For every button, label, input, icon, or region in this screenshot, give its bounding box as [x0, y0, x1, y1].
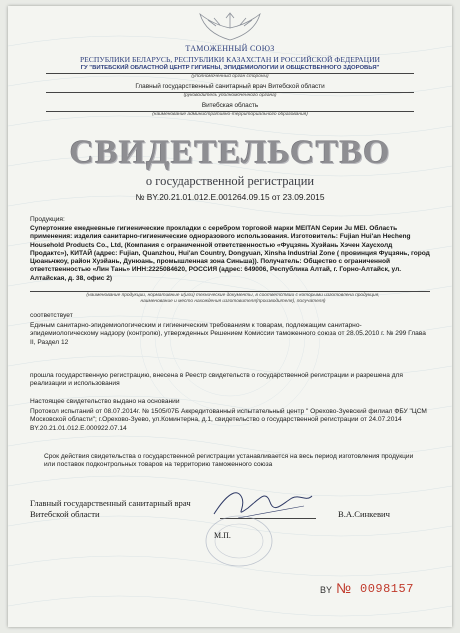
emblem-icon — [196, 10, 264, 44]
compliance-text: Единым санитарно-эпидемиологическим и гигиеническим требованиям к товарам, подлежащим санитарно-эпидемиологическому надзору (контролю), утвержденных Решением Комиссии таможенного союза от 28.05.2010 г. № 299 Глава II, Раздел 12 — [30, 322, 426, 346]
center-caption: (уполномоченный орган стороны) — [191, 74, 269, 79]
basis-text: Протокол испытаний от 08.07.2014г. № 1505/07Б Аккредитованный испытательный центр " Орехово-Зуевский филиал ФБУ "ЦСМ Московской области"; г.Орехово-Зуево, ул.Коминтерна, д.1, свидетельство о государственной регистрации от 24.07.2014 BY.20.21.01.012.Е.000922.07.14 — [30, 408, 427, 432]
serial-prefix: BY — [320, 585, 333, 595]
signer-region: Витебской области — [30, 509, 100, 519]
signer-position: Главный государственный санитарный врач — [30, 498, 191, 508]
stamp-icon — [204, 514, 274, 568]
compliance-label: соответствует — [30, 312, 73, 319]
serial-number: 0098157 — [360, 582, 414, 596]
certificate-title: СВИДЕТЕЛЬСТВО — [69, 134, 391, 171]
chief-official: Главный государственный санитарный врач Витебской области — [135, 83, 325, 90]
region-name: Витебская область — [201, 102, 259, 109]
certificate-subtitle: о государственной регистрации — [145, 174, 315, 188]
registration-text: прошла государственную регистрацию, внесена в Реестр свидетельств о государственной регистрации и разрешена для реализации и использования — [30, 372, 403, 388]
validity-text: Срок действия свидетельства о государственной регистрации устанавливается на весь период изготовления продукции или поставок подконтрольных товаров на территорию таможенного союза — [44, 453, 414, 469]
region-caption: (наименование административно-территориального образования) — [152, 112, 308, 117]
product-caption: (наименование продукции, нормативные и(или) технические документы, в соответствии с которыми изготовлена продукция, наименование и место нахождения изготовителя(производителя), получателя) — [86, 293, 380, 304]
serial-no-sign: № — [336, 580, 352, 596]
issuing-center: ГУ "ВИТЕБСКИЙ ОБЛАСТНОЙ ЦЕНТР ГИГИЕНЫ, ЭПИДЕМИОЛОГИИ И ОБЩЕСТВЕННОГО ЗДОРОВЬЯ" — [80, 65, 380, 71]
signer-name: В.А.Синкевич — [338, 509, 390, 519]
product-description: Супертонкие ежедневные гигиенические прокладки с серебром торговой марки MEITAN Серии Ju MEI. Область применения: изделия санитарно-гигиенические одноразового использования. Изготовитель: Fujian Hui'an Hecheng Household Products Co., Ltd, (Компания с ограниченной ответственностью «Фуцзянь Хуэйань Хэчен Хаусхолд Продактс»), КИТАЙ (адрес: Fujian, Quanzhou, Hui'an Country, Dongyuan, Xinsha Industrial Zone ( провинция Фуцзянь, город Цюаньчжоу, район Хуэйань, Дунюань, промышленная зона Синьша)). Получатель: Общество с ограниченной ответственностью «Лин Тань» ИНН:2225084620, РОССИЯ (адрес: 649006, Республика Алтай, г. Горно-Алтайск, ул. Алтайская, д. 38, офис 2) — [30, 225, 430, 282]
certificate-page — [8, 6, 452, 627]
product-label: Продукция: — [30, 216, 65, 223]
republics-name: РЕСПУБЛИКИ БЕЛАРУСЬ, РЕСПУБЛИКИ КАЗАХСТАН И РОССИЙСКОЙ ФЕДЕРАЦИИ — [79, 55, 381, 64]
certificate-number: № BY.20.21.01.012.Е.001264.09.15 от 23.09.2015 — [135, 192, 325, 202]
basis-label: Настоящее свидетельство выдано на основании — [30, 398, 180, 405]
rule-product — [30, 291, 430, 292]
official-caption: (руководитель уполномоченного органа) — [183, 93, 277, 98]
stamp-label: М.П. — [214, 531, 231, 540]
union-name: ТАМОЖЕННЫЙ СОЮЗ — [185, 44, 275, 53]
